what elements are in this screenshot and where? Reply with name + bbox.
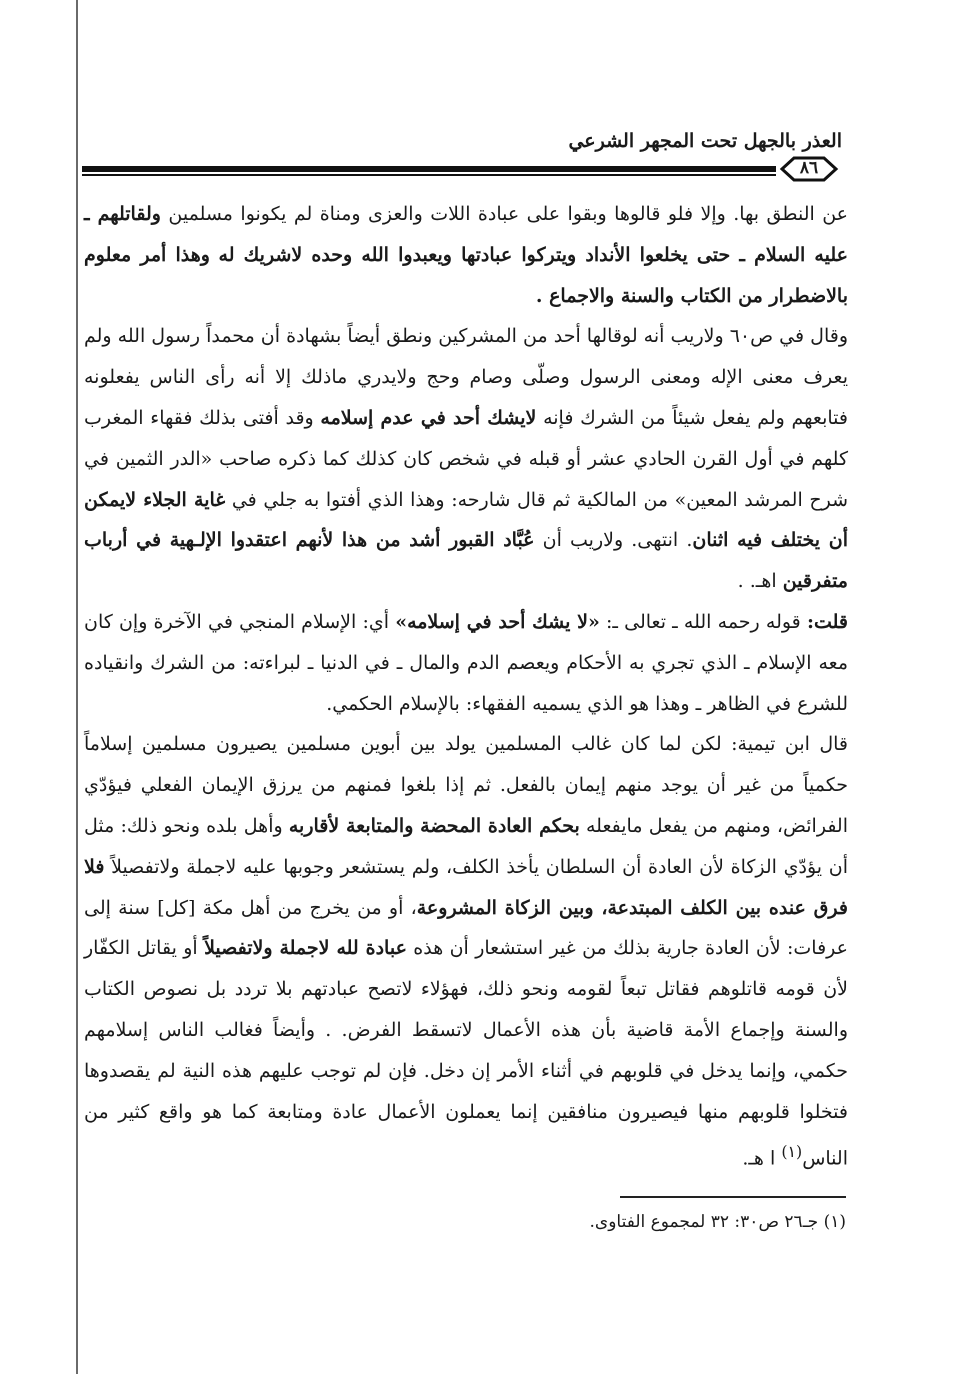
main-text [84, 194, 848, 1179]
page-number: ٨٦ [799, 158, 819, 178]
header-rule [82, 166, 776, 172]
header-rule-thin [82, 174, 776, 176]
p2-text-c: وقد أفتى بذلك فقهاء المغرب كلهم في أول القرن الحادي عشر أو قبله في شخص كان كذلك كما ذكره صاحب «الدر الثمين في شرح المرشد المعين» من المالكية ثم قال شارحه: وهذا الذي أفتوا به جلي في [84, 406, 848, 511]
p1-line-1: عن النطق بها. وإلا فلو قالوها وبقوا على عبادة اللات والعزى ومناة لم يكونوا مسلمين [168, 203, 849, 225]
p1-line-2-bold: ولقاتلهم ـ عليه السلام ـ حتى يخلعوا الأنداد ويتركوا عبادتها ويعبدوا الله وحده لاشريك له [84, 203, 848, 266]
paragraph-4 [84, 724, 848, 1179]
paragraph-3 [84, 602, 848, 724]
page-number-badge [778, 154, 840, 184]
p4-text-g: أو يقاتل الكفّار لأن قومه قاتلوهم فقاتل تبعاً لقومه ونحو ذلك، فهؤلاء لاتصح عبادتهم بلا تردد بل نصوص الكتاب والسنة وإجماع الأمة قاضية بأن هذه الأعمال لاتسقط الفرض. . وأيضاً فغالب الناس إسلامهم حكمي، وإنما يدخل في قلوبهم في أثناء الأمر إن دخل. فإن لم توجب عليهم هذه النية لم يقصدوها فتخلوا قلوبهم منها فيصيرون منافقين إنما يعملون الأعمال عادة ومتابعة كما هو واقع كثير من الناس [84, 937, 848, 1170]
p3-quote-bold: «لا يشك أحد في إسلامه» [395, 610, 600, 633]
paragraph-2 [84, 316, 848, 602]
p2-bold-f: عُبَّاد القبور أشد من هذا لأنهم اعتقدوا الإلـهية في أرباب متفرقين [84, 529, 848, 593]
p2-text-e: . انتهى. ولاريب أن [534, 529, 693, 552]
p4-text-c: وأهل بلده ونحو ذلك: مثل أن يؤدّي الزكاة لأن العادة أن السلطان يأخذ الكلف، ولم يستشعر وجوبها عليه لاجملة ولاتفصيلاً [84, 814, 848, 878]
page-header [82, 120, 846, 190]
footnote-reference: (١) [781, 1142, 803, 1162]
binding-line [76, 0, 78, 1374]
p1-line-3-bold: وهذا أمر معلوم بالاضطرار من الكتاب والسنة والاجماع . [84, 243, 848, 307]
footnote-separator [620, 1196, 846, 1198]
running-title: العذر بالجهل تحت المجهر الشرعي [568, 130, 842, 152]
p4-text-e: ، أو من يخرج من أهل مكة [كل] سنة إلى عرفات: لأن العادة جارية بذلك من غير استشعار أن هذه [84, 896, 848, 960]
p4-bold-d: فلا فرق عنده بين الكلف المبتدعة، وبين الزكاة المشروعة [84, 855, 848, 919]
p3-text-d: أي: الإسلام المنجي في الآخرة وإن كان معه الإسلام ـ الذي تجري به الأحكام ويعصم الدم والمال ـ في الدنيا ـ لبراءته: من الشرك وانقياده للشرع في الظاهر ـ وهذا هو الذي يسميه الفقهاء: بالإسلام الحكمي. [84, 610, 848, 715]
paragraph-1 [84, 194, 848, 316]
p2-text-g: اهـ. . [737, 570, 783, 593]
p3-text-b: قوله رحمه الله ـ تعالى ـ: [599, 610, 807, 633]
p4-bold-f: عبادة لله لاجملة ولاتفصيلاً [204, 937, 407, 960]
p3-label-qultu: قلت: [806, 610, 848, 633]
p4-text-a: قال ابن تيمية: لكن لما كان غالب المسلمين يولد بين أبوين مسلمين يصيرون مسلمين إسلاماً حكمياً من غير أن يوجد منهم إيمان بالفعل. ثم إذا بلغوا فمنهم من يرزق الإيمان الفعلي فيؤدّي الفرائض، ومنهم من يفعل مايفعله [84, 733, 848, 837]
footnote [400, 1212, 846, 1232]
p2-bold-b: لايشك أحد في عدم إسلامه [320, 406, 537, 429]
footnote-marker: (١) [823, 1212, 846, 1232]
footnote-text: جـ٢٦ ص٣٠: ٣٢ لمجموع الفتاوى. [589, 1212, 819, 1232]
p4-bold-b: بحكم العادة المحضة والمتابعة لأقاربه [288, 814, 580, 837]
p2-text-a: وقال في ص٦٠ ولاريب أنه لوقالها أحد من المشركين ونطق أيضاً بشهادة أن محمداً رسول الله ولم يعرف معنى الإله ومعنى الرسول وصلّى وصام وحج ولايدري ماذلك إلا أنه رأى الناس يفعلونه فتابعهم ولم يفعل شيئاً من الشرك فإنه [84, 325, 848, 429]
p4-text-h: ا هـ. [742, 1147, 782, 1170]
p2-bold-d: غاية الجلاء لايمكن أن يختلف فيه اثنان [84, 488, 848, 552]
